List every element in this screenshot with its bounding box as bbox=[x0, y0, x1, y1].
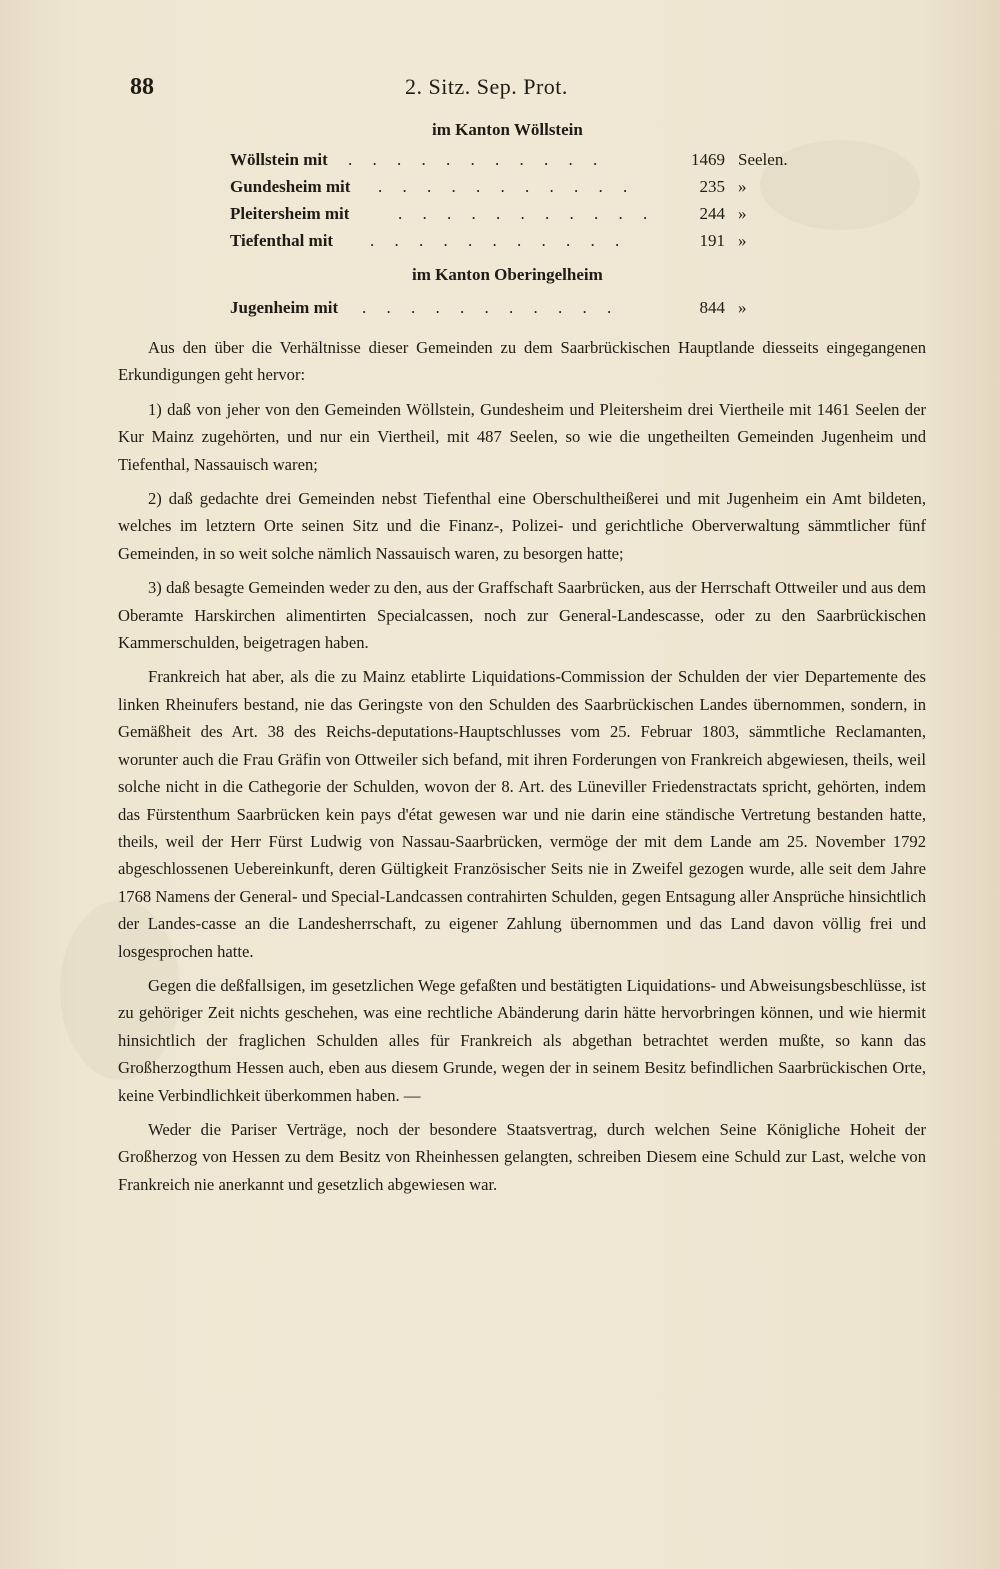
population-unit: Seelen. bbox=[738, 150, 788, 169]
place-name: Jugenheim mit bbox=[230, 298, 339, 317]
paragraph: Aus den über die Verhältnisse dieser Gemeinden zu dem Saarbrückischen Hauptlande diesseits eingegangenen Erkundigungen geht hervor: bbox=[118, 338, 926, 385]
population-count: 235 bbox=[699, 177, 725, 196]
page-header bbox=[0, 70, 1000, 110]
paragraph: 2) daß gedachte drei Gemeinden nebst Tiefenthal eine Oberschultheißerei und mit Jugenheim ein Amt bildeten, welches im letztern Orte seinen Sitz und die Finanz-, Polizei- und gerichtliche Oberverwaltung sämmtlicher fünf Gemeinden, in so weit solche nämlich Nassauisch waren, zu besorgen hatte; bbox=[118, 489, 926, 563]
place-name: Gundesheim mit bbox=[230, 177, 351, 196]
paragraph: 3) daß besagte Gemeinden weder zu den, aus der Graffschaft Saarbrücken, aus der Herrschaft Ottweiler und aus dem Oberamte Harskirchen alimentirten Specialcassen, noch zur General-Landescasse, oder zu den Saarbrückischen Kammerschulden, beigetragen haben. bbox=[118, 578, 926, 653]
population-unit: » bbox=[738, 298, 747, 317]
population-count: 844 bbox=[699, 298, 725, 317]
leader-dots: . . . . . . . . . . . bbox=[378, 177, 636, 196]
place-name: Wöllstein mit bbox=[230, 150, 328, 169]
canton-heading: im Kanton Oberingelheim bbox=[412, 265, 603, 284]
population-count: 1469 bbox=[691, 150, 725, 169]
running-head: 2. Sitz. Sep. Prot. bbox=[405, 74, 568, 99]
population-unit: » bbox=[738, 177, 747, 196]
population-row bbox=[230, 298, 800, 324]
population-row bbox=[230, 177, 800, 203]
leader-dots: . . . . . . . . . . . bbox=[398, 204, 656, 223]
population-unit: » bbox=[738, 231, 747, 250]
body-text bbox=[118, 334, 926, 1205]
leader-dots: . . . . . . . . . . . bbox=[348, 150, 606, 169]
leader-dots: . . . . . . . . . . . bbox=[362, 298, 620, 317]
canton-heading: im Kanton Wöllstein bbox=[432, 120, 583, 139]
population-unit: » bbox=[738, 204, 747, 223]
population-row bbox=[230, 231, 800, 257]
population-row bbox=[230, 150, 800, 176]
place-name: Tiefenthal mit bbox=[230, 231, 334, 250]
page-number: 88 bbox=[130, 74, 154, 100]
leader-dots: . . . . . . . . . . . bbox=[370, 231, 628, 250]
paragraph: Weder die Pariser Verträge, noch der besondere Staatsvertrag, durch welchen Seine Königliche Hoheit der Großherzog von Hessen zu dem Besitz von Rheinhessen gelangten, schreiben Diesem eine Schuld zur Last, welche von Frankreich nie anerkannt und gesetzlich abgewiesen war. bbox=[118, 1119, 926, 1194]
paragraph: Gegen die deßfallsigen, im gesetzlichen Wege gefaßten und bestätigten Liquidations- und Abweisungsbeschlüsse, ist zu gehöriger Zeit nichts geschehen, was eine rechtliche Abänderung darin hätte hervorbringen können, und wie hiermit hinsichtlich der fraglichen Schulden alles für Frankreich als abgethan betrachtet werden mußte, so kann das Großherzogthum Hessen auch, eben aus diesem Grunde, wegen der in seinem Besitz befindlichen Saarbrückischen Orte, keine Verbindlichkeit überkommen haben. — bbox=[118, 975, 926, 1105]
population-row bbox=[230, 204, 800, 230]
paragraph: 1) daß von jeher von den Gemeinden Wöllstein, Gundesheim und Pleitersheim drei Viertheile mit 1461 Seelen der Kur Mainz zugehörten, und nur ein Viertheil, mit 487 Seelen, so wie die ungetheilten Gemeinden Jugenheim und Tiefenthal, Nassauisch waren; bbox=[118, 399, 926, 474]
paragraph: Frankreich hat aber, als die zu Mainz etablirte Liquidations-Commission der Schulden der vier Departemente des linken Rheinufers bestand, nie das Geringste von den Schulden des Saarbrückischen Landes übernommen, sondern, in Gemäßheit des Art. 38 des Reichs-deputations-Hauptschlusses vom 25. Februar 1803, sämmtliche Reclamanten, worunter auch die Frau Gräfin von Ottweiler sich befand, mit ihren Forderungen von Frankreich abgewiesen, theils, weil solche nicht in die Cathegorie der Schulden, wovon der 8. Art. des Lüneviller Friedenstractats spricht, gehörten, indem das Fürstenthum Saarbrücken kein pays d'état gewesen war und nie darin eine ständische Vertretung bestanden hatte, theils, weil der Herr Fürst Ludwig von Nassau-Saarbrücken, vermöge der mit dem Lande am 25. November 1792 abgeschlossenen Uebereinkunft, deren Gültigkeit Französischer Seits nie in Zweifel gezogen wurde, alle seit dem Jahre 1768 Namens der General- und Special-Landcassen contrahirten Schulden, gegen Entsagung aller Ansprüche hinsichtlich der Landes-casse an die Landesherrschaft, zu eigener Zahlung übernommen und das Land davon völlig frei und losgesprochen hatte. bbox=[118, 667, 926, 961]
population-count: 191 bbox=[699, 231, 725, 250]
place-name: Pleitersheim mit bbox=[230, 204, 350, 223]
population-count: 244 bbox=[699, 204, 725, 223]
